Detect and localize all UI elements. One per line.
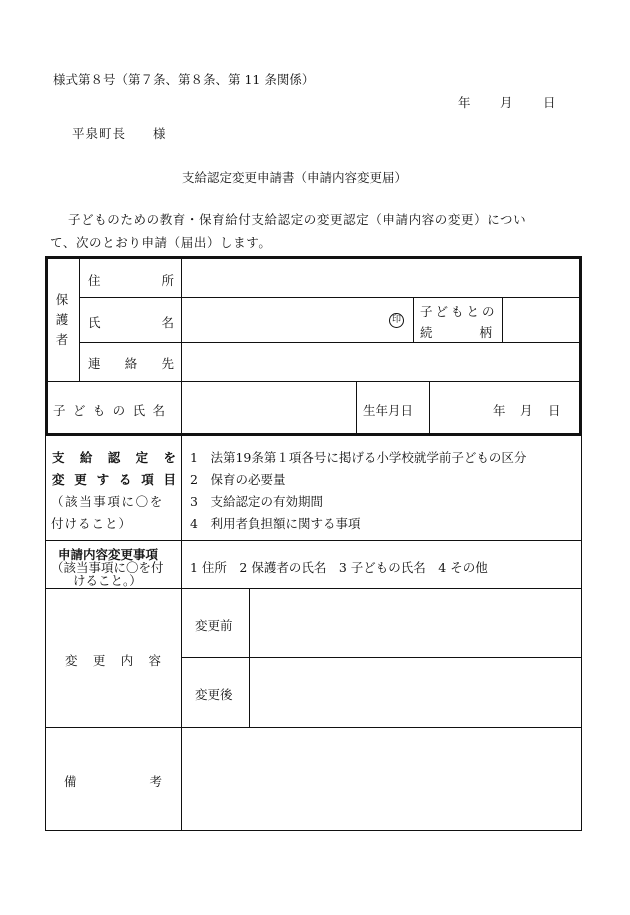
birthdate-label: 生年月日 (363, 403, 414, 418)
address-field[interactable] (183, 259, 578, 296)
child-label-char-4: の (112, 403, 126, 418)
child-name-label (53, 401, 165, 419)
application-changes-label-1: 申請内容変更事項 (58, 547, 159, 562)
name-label-char-1: 氏 (88, 315, 101, 330)
ci-char-4: 定 (135, 450, 149, 465)
birth-month: 月 (520, 403, 533, 418)
birth-day: 日 (548, 403, 561, 418)
change-items-label-3: （該当事項に〇を (51, 494, 164, 509)
guardian-col-divider (79, 258, 80, 382)
contact-char-1: 連 (88, 356, 101, 371)
contact-char-2: 絡 (124, 356, 138, 371)
cc-char-4: 容 (148, 653, 161, 668)
before-label: 変更前 (195, 618, 233, 633)
guardian-char-3: 者 (55, 332, 69, 347)
border-left (45, 436, 46, 831)
ci2-char-2: 更 (74, 472, 87, 487)
guardian-name-field[interactable] (183, 299, 411, 341)
birthdate-divider-2 (429, 381, 430, 434)
birthdate-field[interactable] (431, 383, 577, 432)
row-line-name (80, 342, 580, 343)
relation-divider-1 (413, 297, 414, 342)
before-field[interactable] (251, 590, 579, 656)
remarks-field[interactable] (183, 729, 579, 829)
ci2-char-3: す (96, 472, 110, 487)
lower-col-divider (181, 436, 182, 831)
relation-divider-2 (502, 297, 503, 342)
row-line-contact (47, 381, 580, 382)
guardian-char-2: 護 (55, 312, 69, 327)
ci2-char-1: 変 (52, 472, 65, 487)
border-bottom (45, 830, 582, 831)
guardian-char-1: 保 (55, 292, 69, 307)
birthdate-divider-1 (356, 381, 357, 434)
row-line-change-content (45, 727, 582, 728)
application-changes-label-3: けること。） (73, 573, 142, 588)
remarks-label (64, 772, 162, 790)
cc-char-1: 変 (65, 653, 78, 668)
child-label-char-6: 名 (152, 403, 165, 418)
remarks-char-1: 備 (64, 774, 77, 789)
page-title: 支給認定変更申請書（申請内容変更届） (182, 170, 408, 185)
child-label-char-2: ど (72, 403, 86, 418)
change-item-option-4[interactable]: 4 利用者負担額に関する事項 (190, 516, 361, 531)
seal-mark: 印 (389, 313, 404, 328)
name-label-char-2: 名 (161, 315, 174, 330)
cc-char-3: 内 (120, 653, 134, 668)
date-month: 月 (500, 95, 513, 110)
ci2-char-4: る (118, 472, 132, 487)
ci2-char-5: 項 (141, 472, 154, 487)
date-day: 日 (543, 95, 556, 110)
change-item-option-2[interactable]: 2 保育の必要量 (190, 472, 286, 487)
intro-line-2: て、次のとおり申請（届出）します。 (50, 235, 272, 250)
child-name-field[interactable] (183, 383, 354, 432)
date-year: 年 (458, 95, 471, 110)
thick-border-right (579, 256, 582, 436)
guardian-group-label (52, 290, 72, 348)
change-item-option-3[interactable]: 3 支給認定の有効期間 (190, 494, 323, 509)
child-label-char-1: 子 (53, 403, 66, 418)
application-changes-label-2: （該当事項に〇を付 (51, 560, 164, 575)
thick-border-left (45, 256, 48, 436)
address-label (88, 271, 174, 289)
contact-field[interactable] (183, 344, 578, 380)
ci-char-1: 支 (52, 450, 65, 465)
child-label-char-3: も (92, 403, 106, 418)
border-right (581, 436, 582, 831)
ci-char-2: 給 (79, 450, 93, 465)
change-items-label-2 (52, 470, 176, 488)
ci-char-5: を (163, 450, 176, 465)
child-label-char-5: 氏 (132, 403, 146, 418)
change-items-label-4: 付けること） (51, 516, 133, 531)
contact-char-3: 先 (161, 356, 174, 371)
cc-char-2: 更 (92, 653, 106, 668)
relation-char-2: 柄 (479, 325, 492, 340)
ci-char-3: 認 (107, 450, 121, 465)
thick-border-bottom (45, 433, 582, 436)
relation-label-line-1: 子どもとの (420, 304, 498, 319)
address-label-char-2: 所 (161, 273, 174, 288)
relation-char-1: 続 (420, 325, 433, 340)
address-label-char-1: 住 (88, 273, 101, 288)
ci2-char-6: 目 (163, 472, 176, 487)
change-items-label-1 (52, 448, 176, 466)
relation-field[interactable] (504, 299, 578, 341)
relation-label-line-2 (420, 323, 492, 341)
change-item-option-1[interactable]: 1 法第19条第１項各号に掲げる小学校就学前子どもの区分 (190, 450, 527, 465)
addressee: 平泉町長 様 (72, 126, 167, 141)
birth-year: 年 (493, 403, 506, 418)
row-line-address (80, 297, 580, 298)
label-col-divider (181, 258, 182, 434)
after-field[interactable] (251, 659, 579, 726)
before-after-row (181, 657, 582, 658)
application-changes-options[interactable]: 1 住所 2 保護者の氏名 3 子どもの氏名 4 その他 (190, 560, 488, 575)
remarks-char-2: 考 (149, 774, 162, 789)
contact-label (88, 354, 174, 372)
row-line-change-items (45, 540, 582, 541)
after-label: 変更後 (195, 687, 233, 702)
name-label (88, 313, 174, 331)
intro-line-1: 子どものための教育・保育給付支給認定の変更認定（申請内容の変更）につい (68, 212, 527, 227)
change-content-label (65, 651, 161, 669)
form-number: 様式第８号（第７条、第８条、第 11 条関係） (53, 72, 315, 87)
